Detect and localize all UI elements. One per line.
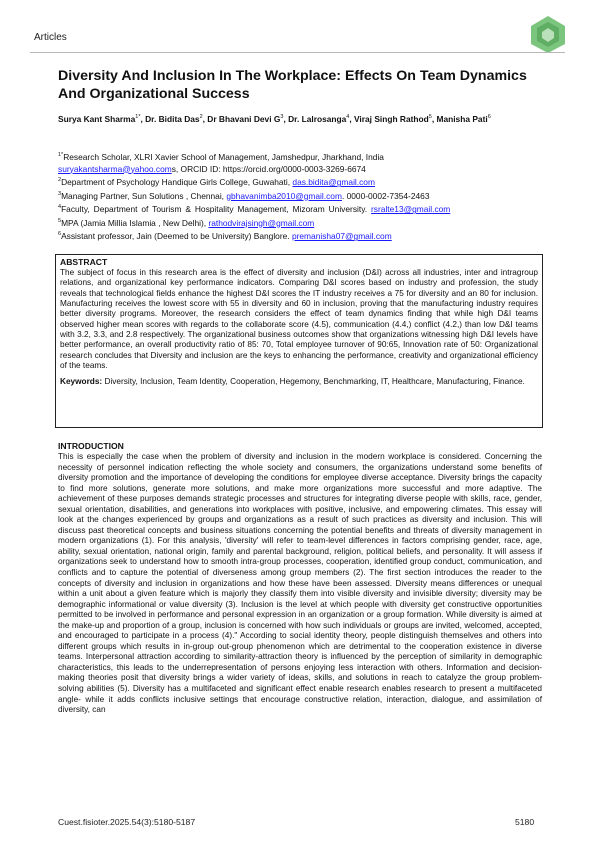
author-name: Dr. Lalrosanga	[288, 113, 347, 124]
abstract-box	[55, 254, 543, 428]
author-name: Dr. Bidita Das	[145, 113, 200, 124]
keywords-label: Keywords:	[60, 377, 103, 387]
keywords-list: Diversity, Inclusion, Team Identity, Cooperation, Hegemony, Benchmarking, IT, Healthcare, Manufacturing, Finance.	[104, 377, 525, 387]
journal-logo-icon	[528, 14, 568, 54]
page-number: 5180	[515, 817, 535, 827]
email-link[interactable]: gbhavanimba2010@gmail.com	[226, 190, 342, 201]
email-link[interactable]: suryakantsharma@yahoo.com	[58, 163, 172, 174]
email-link[interactable]: rathodvirajsingh@gmail.com	[208, 217, 315, 228]
email-link[interactable]: das.bidita@gmail.com	[292, 177, 375, 187]
keywords	[60, 377, 538, 387]
section-label: Articles	[34, 32, 67, 43]
footer-citation: Cuest.fisioter.2025.54(3):5180-5187	[58, 817, 196, 827]
author-name: Manisha Pati	[436, 113, 488, 124]
affiliations	[58, 150, 546, 243]
introduction-heading: INTRODUCTION	[58, 441, 124, 451]
affiliation-1: $^{1*}$Research Scholar, XLRI Xavier School of Management, Jamshedpur, Jharkhand, India	[58, 151, 384, 162]
affiliation-5: $^5$MPA (Jamia Millia Islamia , New Delhi), rathodvirajsingh@gmail.com	[58, 217, 315, 228]
affiliation-6: $^6$Assistant professor, Jain (Deemed to be University) Banglore. premanisha07@gmail.com	[58, 231, 392, 241]
author-list: Surya Kant Sharma$^{1*}$, Dr. Bidita Das$^2$, Dr Bhavani Devi $G^3$, Dr. Lalrosanga$^4$, Viraj Singh Rathod$^5$, Manisha Pati$^6$	[58, 113, 491, 124]
affiliation-3: $^3$Managing Partner, Sun Solutions , Chennai, gbhavanimba2010@gmail.com. 0000-0002-7354-2463	[58, 190, 430, 201]
author-name: Dr Bhavani Devi G	[207, 113, 281, 124]
author-name: Viraj Singh Rathod	[354, 113, 429, 124]
abstract-text: The subject of focus in this research area is the effect of diversity and inclusion (D&I) across all industries, inter and intragroup relations, and organizational key performance indicators. Comparing D&I scores based on industry and profession, the study reveals that technological fields enhance the highest D&I scores the IT industry receives a 75 for diversity and an 80 for inclusion. Manufacturing receives the lowest score with 55 in diversity and 60 in inclusion, proving that the manufacturing industry requires better diversity programs. Moreover, the research considers the effect of team dynamics finding that while high D&I teams observed higher mean scores with regards to the collaborate score (4.5), communication (4.4,) conflict (4.2,) than low D&I teams with 3.2, 3.3, and 2.8 respectively. The organizational business outcomes show that organizations witnessing high D&I levels have better performance, an overall productivity ratio of 85: 70, Total employee turnover of 90:65, Innovation rate of 50: Organizational research concludes that Diversity and inclusion are the keys to enhancing the performance, creativity and organizational efficiency of the teams.	[60, 268, 538, 371]
affiliation-4: $^4$Faculty, Department of Tourism & Hospitality Management, Mizoram University. rsralte13@gmail.com	[58, 204, 451, 214]
introduction-section	[58, 441, 542, 716]
email-link[interactable]: premanisha07@gmail.com	[291, 231, 392, 241]
paper-title: Diversity And Inclusion In The Workplace: Effects On Team Dynamics And Organizational Success	[58, 68, 527, 102]
email-link[interactable]: rsralte13@gmail.com	[371, 204, 451, 214]
header-divider	[30, 52, 565, 53]
author-name: Surya Kant Sharma	[58, 113, 136, 124]
affiliation-2: $^2$Department of Psychology Handique Girls College, Guwahati, das.bidita@gmail.com	[58, 177, 375, 187]
affiliation-1-contact: suryakantsharma@yahoo.coms, ORCID ID: https://orcid.org/0000-0003-3269-6674	[58, 163, 366, 174]
introduction-text: This is especially the case when the problem of diversity and inclusion in the modern workplace is considered. Concerning the necessity of personnel indication reflecting the whole society and consumers, the organizations understand some benefits of diversity promotion and the importance of developing the conditions for employee diverse acceptance. Diversity brings the capacity to find more solutions, generate more solutions, and make more organizations more successful and more adaptive. The achievement of these purposes demands strategic processes and structures for integrating diverse people with skills, race, gender, sexual orientation, disabilities, and generations into workplaces with positive, inclusive, and empowering climates. This essay will look at the changes experienced by groups and organizations as a result of such practices as diversity and inclusion. This will discuss past theoretical concepts and business situations concerning the potential benefits and threats of diversity management in modern organizations (1). For this analysis, 'diversity' will refer to team-level differences in factors comprising gender, race, age, ability, sexual orientation, national origin, family and parental background, religion, political beliefs, and personality. It will assess if organizations seek to understand how to smooth intra-group processes, cooperation, identified group conduct, communication, and conflicts and to capture the potential of diverseness among group members (2). The first section introduces the reader to the concepts of diversity and inclusion in organizations and how these have been assessed. Diversity means differences or unequal within a unit about a given feature which is majorly they classify them into visible diversity and invisible diversity; diversity may be demographic informational or value diversity (3). Inclusion is the level at which people with diversity get constructive opportunities permitted to be involved in performance and personal expression in an organization or a group formation. While diversity is aimed at the make-up and proportion of a group, inclusion is concerned with how such individuals or groups are invited, welcomed, accepted, and encouraged to participate in a process (4)." According to social identity theory, people distinguish themselves and others into different groups which results in in-group out-group phenomenon which are detrimental to the cooperation existence in diverse teams. Interpersonal attraction according to similarity-attraction theory is influenced by the perception of similarity in demographic characteristics, this leads to the underrepresentation of persons enjoying less interaction with others. Information and decision-making theories posit that diversity brings a wider variety of ideas, skills, and solutions in reach to catalyze the group problem-solving abilities (5). Diversity has a multifaceted and significant effect enable research enables research to present a multifaceted angle- while it adds conflicts inclusive settings that encourage constructive relation, interaction, dialogue, and assimilation of diversity, can	[58, 452, 542, 715]
abstract-heading: ABSTRACT	[60, 257, 108, 267]
